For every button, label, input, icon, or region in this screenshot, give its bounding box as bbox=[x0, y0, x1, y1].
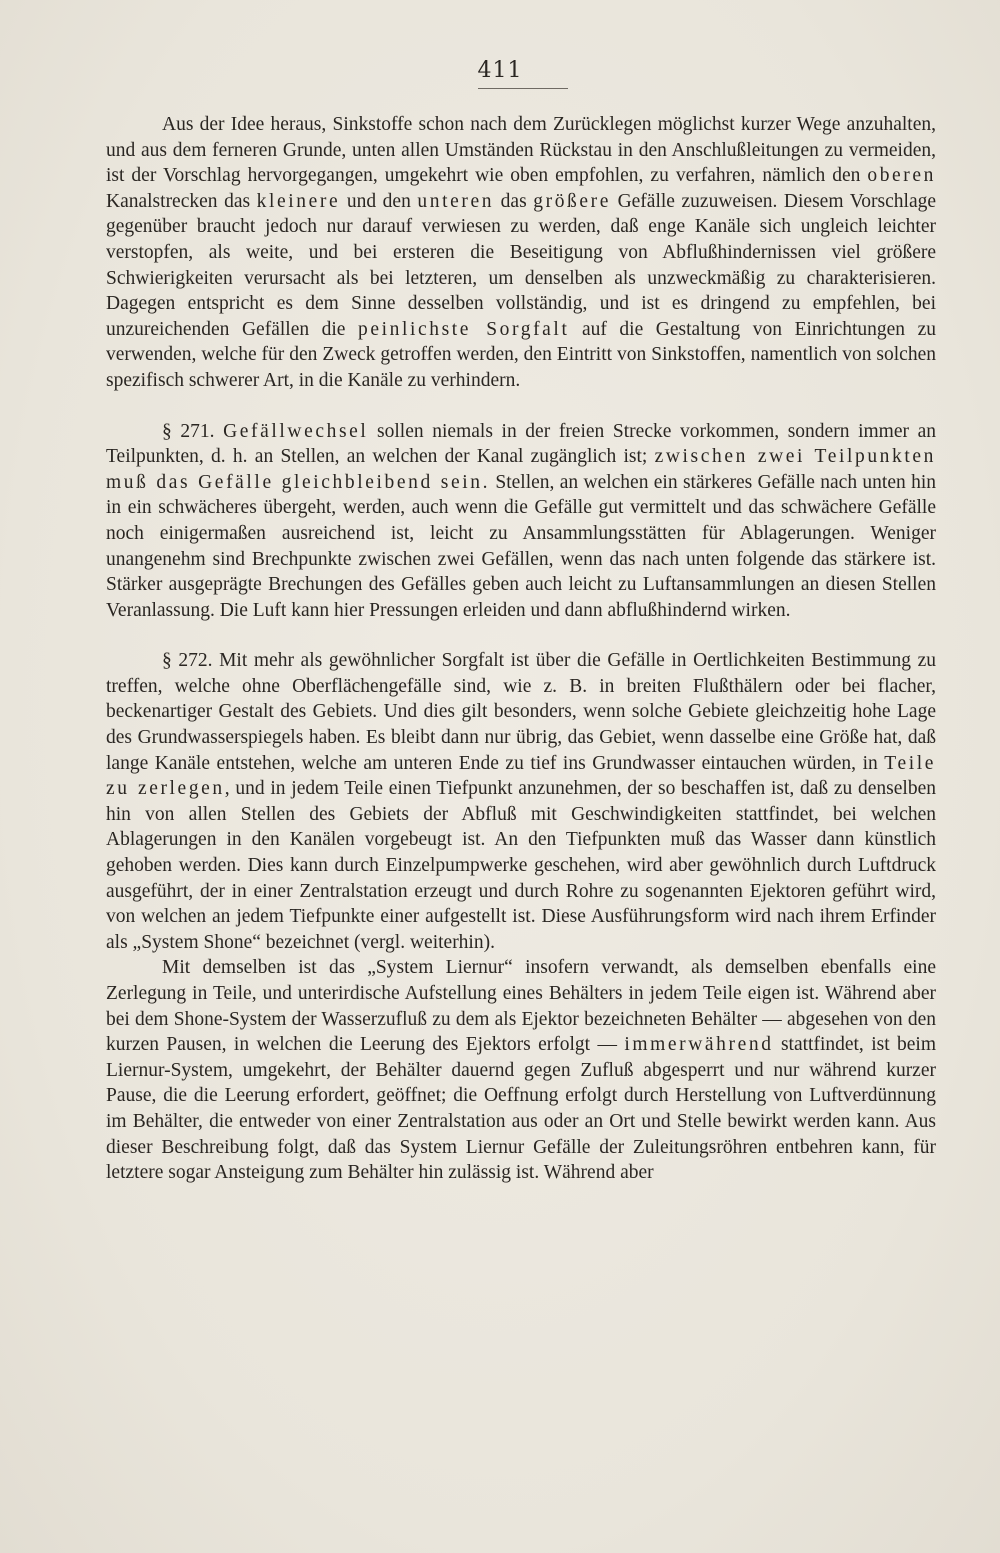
emphasized-text: kleinere bbox=[256, 190, 341, 212]
page-number: 411 bbox=[477, 58, 523, 83]
text-run: sollen niemals in der freien Strecke vorkommen, sondern immer an Teilpunkten, d. h. an Stellen, an welchen der Kanal zugänglich ist; bbox=[106, 420, 936, 468]
emphasized-text: größere bbox=[533, 190, 611, 212]
text-run: stattfindet, ist beim Liernur-System, umgekehrt, der Behälter dauernd gegen Zufluß abgesperrt und nur während kurzer Pause, die die Leerung erfordert, geöffnet; die Oeffnung erfolgt durch Herstellung von Luftverdünnung im Behälter, die entweder von einer Zentralstation aus oder an Ort und Stelle bewirkt werden kann. Aus dieser Beschreibung folgt, daß das System Liernur Gefälle der Zuleitungsröhren entbehren kann, für letztere sogar Ansteigung zum Behälter hin zulässig ist. Während aber bbox=[106, 1034, 936, 1184]
emphasized-text: unteren bbox=[417, 190, 495, 212]
page-number-rule bbox=[478, 88, 568, 89]
body-text bbox=[106, 112, 936, 1186]
text-run: Kanalstrecken das bbox=[106, 190, 257, 212]
text-run: § 272. Mit mehr als gewöhnlicher Sorgfalt ist über die Gefälle in Oertlichkeiten Bestimmung zu treffen, welche ohne Oberflächengefälle sind, wie z. B. in breiten Flußthälern oder bei flacher, beckenartiger Gestalt des Gebiets. Und dies gilt besonders, wenn solche Gebiete gleichzeitig hohe Lage des Grundwasserspiegels haben. Es bleibt dann nur übrig, das Gebiet, wenn dasselbe eine Größe hat, daß lange Kanäle entstehen, welche am unteren Ende zu tief ins Grundwasser eintauchen würden, in bbox=[106, 650, 936, 774]
paragraph-idea-sinkstoffe bbox=[106, 112, 936, 394]
emphasized-text: oberen bbox=[867, 165, 936, 187]
text-run: Stellen, an welchen ein stärkeres Gefälle nach unten hin in ein schwächeres übergeht, werden, auch wenn die Gefälle gut vermittelt und das schwächere Gefälle noch einigermaßen ausreichend ist, leicht zu Ansammlungsstätten für Ablagerungen. Weniger unangenehm sind Brechpunkte zwischen zwei Gefällen, wenn das nach unten folgende das stärkere ist. Stärker ausgeprägte Brechungen des Gefälles geben auch leicht zu Luftansammlungen an diesen Stellen Veranlassung. Die Luft kann hier Pressungen erleiden und dann abflußhindernd wirken. bbox=[106, 471, 936, 621]
emphasized-text: peinlichste Sorgfalt bbox=[357, 318, 570, 340]
text-run: , und in jedem Teile einen Tiefpunkt anzunehmen, der so beschaffen ist, daß zu denselben hin von allen Stellen des Gebiets der Abfluß mit Geschwindigkeiten stattfindet, bei welchen Ablagerungen in den Kanälen vorgebeugt ist. An den Tiefpunkten muß das Wasser dann künstlich gehoben werden. Dies kann durch Einzelpumpwerke geschehen, wird aber gewöhnlich durch Luftdruck ausgeführt, der in einer Zentralstation erzeugt und durch Rohre zu sogenannten Ejektoren geführt wird, von welchen an jedem Tiefpunkte einer aufgestellt ist. Diese Ausführungsform wird nach ihrem Erfinder als „System Shone“ bezeichnet (vergl. weiterhin). bbox=[106, 778, 936, 953]
emphasized-text: Gefällwechsel bbox=[223, 420, 369, 442]
text-run: und den bbox=[340, 190, 418, 212]
text-run: Aus der Idee heraus, Sinkstoffe schon nach dem Zurücklegen möglichst kurzer Wege anzuhalten, und aus dem ferneren Grunde, unten allen Umständen Rückstau in den Anschlußleitungen zu vermeiden, ist der Vorschlag hervorgegangen, umgekehrt wie oben empfohlen, zu verfahren, nämlich den bbox=[106, 114, 936, 187]
paragraph-section-272 bbox=[106, 648, 936, 955]
text-run: auf die Gestaltung von Einrichtungen zu verwenden, welche für den Zweck getroffen werden, den Eintritt von Sinkstoffen, namentlich von solchen spezifisch schwerer Art, in die Kanäle zu verhindern. bbox=[106, 318, 936, 391]
text-run: § 271. bbox=[162, 420, 224, 442]
text-run: Gefälle zuzuweisen. Diesem Vorschlage gegenüber braucht jedoch nur darauf verwiesen zu werden, daß enge Kanäle sich ungleich leichter verstopfen, als weite, und bei ersteren die Beseitigung von Abflußhindernissen viel größere Schwierigkeiten verursacht als bei letzteren, um denselben als unzweckmäßig zu charakterisieren. Dagegen entspricht es dem Sinne desselben vollständig, und ist es dringend zu empfehlen, bei unzureichenden Gefällen die bbox=[106, 190, 937, 340]
emphasized-text: immerwährend bbox=[624, 1034, 774, 1056]
paragraph-section-271 bbox=[106, 419, 936, 624]
text-run: Mit demselben ist das „System Liernur“ insofern verwandt, als demselben ebenfalls eine Zerlegung in Teile, und unterirdische Aufstellung eines Behälters in jedem Teile eigen ist. Während aber bei dem Shone-System der Wasserzufluß zu dem als Ejektor bezeichneten Behälter — abgesehen von den kurzen Pausen, in welchen die Leerung des Ejektors erfolgt — bbox=[106, 957, 936, 1056]
emphasized-text: zwischen zwei Teilpunkten muß das Gefälle gleichbleibend sein. bbox=[106, 446, 937, 493]
emphasized-text: Teile zu zerlegen bbox=[106, 752, 936, 800]
text-run: das bbox=[494, 190, 534, 212]
paragraph-system-liernur bbox=[106, 955, 936, 1185]
